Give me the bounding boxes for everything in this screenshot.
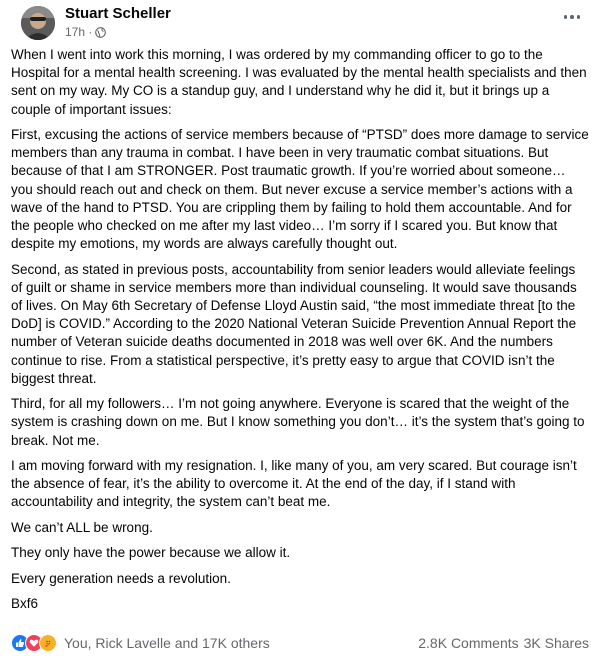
author-name[interactable]: Stuart Scheller	[65, 5, 171, 22]
care-icon	[39, 634, 57, 652]
reactions-summary[interactable]	[11, 634, 53, 652]
profile-photo-icon[interactable]	[21, 6, 55, 40]
more-options-icon[interactable]	[561, 12, 583, 22]
post-paragraph: Second, as stated in previous posts, accountability from senior leaders would alleviate feelings of guilt or shame in service members more than individual counseling. It would save thousands of lives. On May 6th Secretary of Defense Lloyd Austin said, “the most immediate threat [to the DoD] is COVID.” According to the 2020 National Veteran Suicide Prevention Annual Report the number of Veteran suicide deaths documented in 2018 was well over 6K. And the numbers continue to rise. From a statistical perspective, it’s pretty easy to argue that COVID isn’t the biggest threat.	[11, 261, 577, 386]
post-time[interactable]: 17h ·	[65, 25, 93, 39]
post-paragraph: We can’t ALL be wrong.	[11, 519, 153, 535]
globe-icon	[95, 27, 106, 38]
post-meta	[65, 25, 106, 39]
post-footer	[11, 632, 589, 654]
post-body	[11, 46, 589, 613]
shares-count[interactable]: 3K Shares	[523, 635, 589, 651]
post-stats	[418, 635, 589, 651]
post-paragraph: Every generation needs a revolution.	[11, 570, 231, 586]
reacted-by-text[interactable]: You, Rick Lavelle and 17K others	[64, 635, 270, 651]
post-paragraph: First, excusing the actions of service members because of “PTSD” does more damage to service members than any trauma in combat. I have been in very traumatic combat situations. But because of that I am STRONGER. Post traumatic growth. If you’re worried about someone… you should reach out and check on them. But never excuse a service member’s actions with a wave of the hand to PTSD. You are crippling them by failing to hold them accountable. And for the people who checked on me after my last video… I’m sorry if I scared you. But know that despite my emotions, my words are always carefully thought out.	[11, 127, 589, 252]
comments-count[interactable]: 2.8K Comments	[418, 635, 519, 651]
post-paragraph: They only have the power because we allow it.	[11, 545, 291, 561]
post-paragraph: Bxf6	[11, 595, 39, 611]
post-paragraph: When I went into work this morning, I was ordered by my commanding officer to go to the Hospital for a mental health screening. I was evaluated by the mental health specialists and then sent on my way. My CO is a standup guy, and I understand why he did it, but it brings up a couple of important issues:	[11, 47, 587, 117]
post-paragraph: Third, for all my followers… I’m not going anywhere. Everyone is scared that the weight of the system is crashing down on me. But I know something you don’t… it’s the system that’s going to break. Not me.	[11, 396, 585, 448]
post-header	[11, 0, 589, 46]
post-paragraph: I am moving forward with my resignation. I, like many of you, am very scared. But courage isn’t the absence of fear, it’s the ability to overcome it. At the end of the day, if I stand with accountability and integrity, the system can’t beat me.	[11, 458, 577, 510]
